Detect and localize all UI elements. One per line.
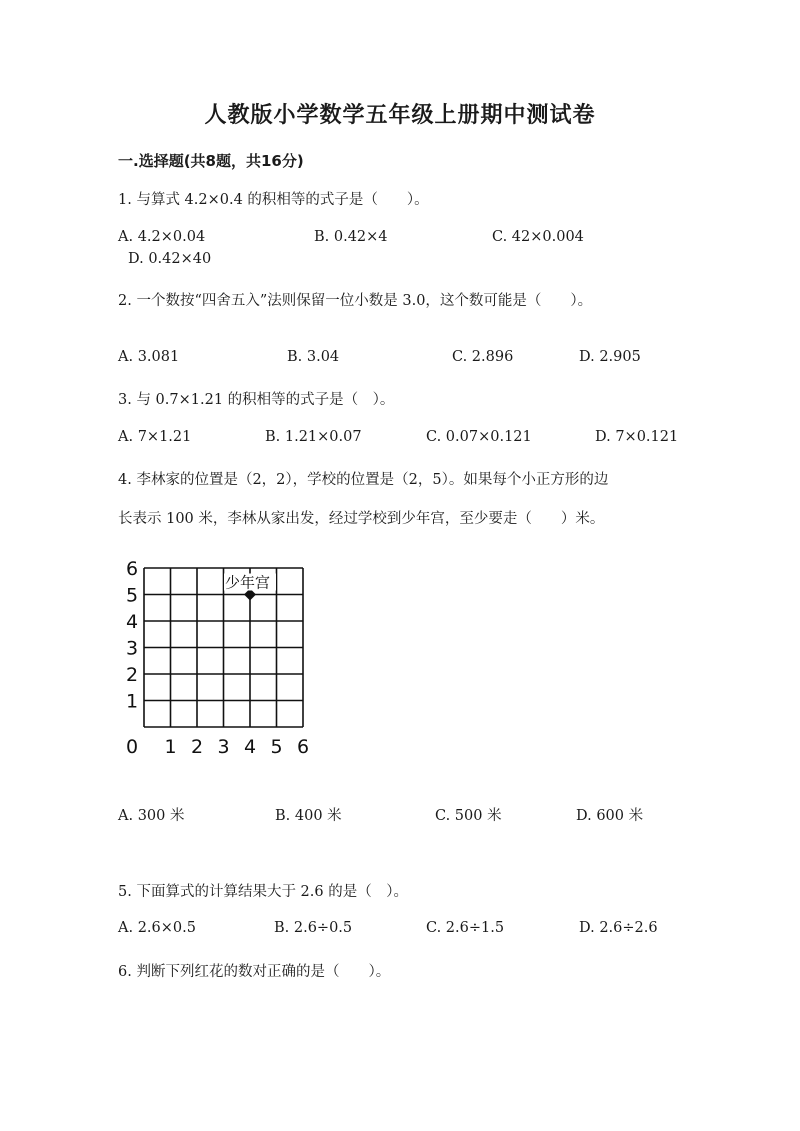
x-axis-tick-label: 5 <box>270 736 283 758</box>
question-2-option-c: C. 2.896 <box>452 349 514 365</box>
coordinate-grid-figure <box>118 558 318 764</box>
y-axis-tick-label: 1 <box>126 690 139 713</box>
question-1-option-c: C. 42×0.004 <box>492 229 584 245</box>
question-2-stem: 2. 一个数按“四舍五入”法则保留一位小数是 3.0，这个数可能是（ ）。 <box>118 293 593 309</box>
question-4-option-b: B. 400 米 <box>275 808 342 824</box>
question-5-option-a: A. 2.6×0.5 <box>118 920 196 936</box>
question-4-option-c: C. 500 米 <box>435 808 502 824</box>
question-5-option-c: C. 2.6÷1.5 <box>426 920 505 936</box>
question-3-option-c: C. 0.07×0.121 <box>426 429 532 445</box>
y-axis-tick-label: 4 <box>126 611 139 633</box>
question-3-option-d: D. 7×0.121 <box>595 429 679 445</box>
question-2-option-d: D. 2.905 <box>579 349 641 365</box>
question-4-stem-line-1: 4. 李林家的位置是（2，2），学校的位置是（2，5）。如果每个小正方形的边 <box>118 472 609 488</box>
question-2-option-b: B. 3.04 <box>287 349 340 365</box>
question-5-stem: 5. 下面算式的计算结果大于 2.6 的是（ ）。 <box>118 884 408 900</box>
question-1-stem: 1. 与算式 4.2×0.4 的积相等的式子是（ ）。 <box>118 192 429 208</box>
question-3-option-a: A. 7×1.21 <box>118 429 192 445</box>
question-3-option-b: B. 1.21×0.07 <box>265 429 362 445</box>
section-heading: 一.选择题(共8题，共16分) <box>118 152 304 170</box>
question-1-option-b: B. 0.42×4 <box>314 229 388 245</box>
question-6-stem: 6. 判断下列红花的数对正确的是（ ）。 <box>118 964 391 980</box>
x-axis-tick-label: 0 <box>126 736 139 758</box>
question-5-option-b: B. 2.6÷0.5 <box>274 920 353 936</box>
x-axis-tick-label: 4 <box>244 736 257 758</box>
question-4-option-d: D. 600 米 <box>576 808 644 824</box>
point-label: 少年宫 <box>225 573 271 592</box>
question-2-option-a: A. 3.081 <box>118 349 180 365</box>
y-axis-tick-label: 6 <box>126 558 139 580</box>
question-4-stem-line-2: 长表示 100 米，李林从家出发，经过学校到少年宫，至少要走（ ）米。 <box>118 511 605 527</box>
x-axis-tick-label: 1 <box>164 736 177 758</box>
y-axis-tick-label: 3 <box>126 637 139 660</box>
x-axis-tick-label: 2 <box>191 736 204 758</box>
question-5-option-d: D. 2.6÷2.6 <box>579 920 658 936</box>
question-4-option-a: A. 300 米 <box>118 808 185 824</box>
y-axis-tick-label: 5 <box>126 584 139 607</box>
x-axis-tick-label: 6 <box>297 736 310 758</box>
question-3-stem: 3. 与 0.7×1.21 的积相等的式子是（ ）。 <box>118 392 395 408</box>
x-axis-tick-label: 3 <box>217 736 230 758</box>
coordinate-grid <box>118 558 318 764</box>
question-1-option-d: D. 0.42×40 <box>128 251 212 267</box>
y-axis-tick-label: 2 <box>126 664 139 686</box>
question-1-option-a: A. 4.2×0.04 <box>118 229 206 245</box>
page-title: 人教版小学数学五年级上册期中测试卷 <box>204 102 596 128</box>
